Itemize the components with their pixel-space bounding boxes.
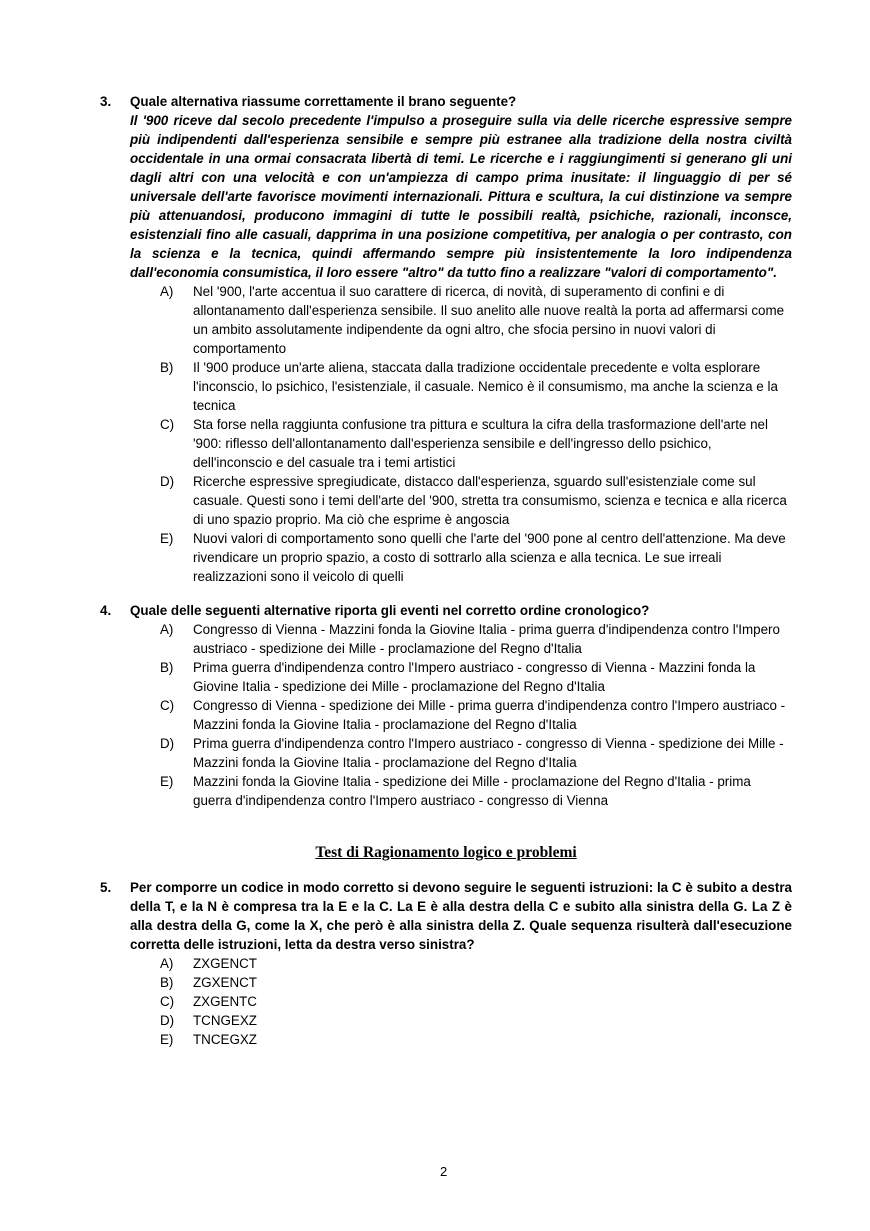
option-letter: C) <box>160 994 175 1009</box>
option-row <box>160 734 792 772</box>
option-text: ZGXENCT <box>193 975 257 990</box>
option-text: ZXGENTC <box>193 994 257 1009</box>
option-text: TCNGEXZ <box>193 1013 257 1028</box>
options-list <box>160 954 792 1049</box>
option-text: Congresso di Vienna - Mazzini fonda la Giovine Italia - prima guerra d'indipendenza contro l'Impero austriaco - spedizione dei Mille - proclamazione del Regno d'Italia <box>193 622 780 656</box>
options-list <box>160 282 792 586</box>
option-letter: E) <box>160 531 174 546</box>
option-letter: B) <box>160 660 174 675</box>
question-body <box>130 601 792 810</box>
question-body <box>130 92 792 586</box>
page-number: 2 <box>440 1164 448 1179</box>
question-number: 5. <box>100 880 112 895</box>
option-row <box>160 1011 792 1030</box>
option-text: Ricerche espressive spregiudicate, distacco dall'esperienza, sguardo sull'esistenziale come sul casuale. Questi sono i temi dell'arte del '900, stretta tra consumismo, scienza e tecnica e alla ricerca di uno spazio proprio. Ma ciò che esprime è angoscia <box>193 474 787 527</box>
option-letter: C) <box>160 417 175 432</box>
option-row <box>160 696 792 734</box>
option-row <box>160 358 792 415</box>
option-text: Prima guerra d'indipendenza contro l'Impero austriaco - congresso di Vienna - spedizione dei Mille - Mazzini fonda la Giovine Italia - proclamazione del Regno d'Italia <box>193 736 784 770</box>
option-row <box>160 282 792 358</box>
option-text: TNCEGXZ <box>193 1032 257 1047</box>
option-row <box>160 472 792 529</box>
question-number: 4. <box>100 603 112 618</box>
option-text: Mazzini fonda la Giovine Italia - spedizione dei Mille - proclamazione del Regno d'Italia - prima guerra d'indipendenza contro l'Impero austriaco - congresso di Vienna <box>193 774 751 808</box>
question-number: 3. <box>100 94 112 109</box>
question-title: Per comporre un codice in modo corretto si devono seguire le seguenti istruzioni: la C è subito a destra della T, e la N è compresa tra la E e la C. La E è alla destra della C e subito alla sinistra della G. La Z è alla destra della G, come la X, che però è alla sinistra della Z. Quale sequenza risulterà dall'esecuzione corretta delle istruzioni, letta da destra verso sinistra? <box>130 880 792 952</box>
question-passage: Il '900 riceve dal secolo precedente l'impulso a proseguire sulla via delle ricerche espressive sempre più indipendenti dall'esperienza sensibile e sempre più estranee alla tradizione della nostra civiltà occidentale in una ormai consacrata libertà di temi. Le ricerche e i raggiungimenti si generano gli uni dagli altri con una velocità e con un'ampiezza di campo prima inusitate: il linguaggio di per sé universale dell'arte favorisce movimenti internazionali. Pittura e scultura, la cui distinzione va sempre più attenuandosi, producono immagini di tutte le possibili realtà, psichiche, razionali, inconsce, esistenziali fino alle casuali, dapprima in una posizione competitiva, per analogia o per contrasto, con la scienza e la tecnica, quindi affermando sempre più insistentemente la loro indipendenza dall'economia consumistica, il loro essere "altro" da tutto fino a realizzare "valori di comportamento". <box>130 113 792 280</box>
option-letter: B) <box>160 975 174 990</box>
option-letter: E) <box>160 1032 174 1047</box>
section-heading: Test di Ragionamento logico e problemi <box>315 844 577 861</box>
question-body <box>130 878 792 1049</box>
option-letter: D) <box>160 1013 175 1028</box>
option-row <box>160 992 792 1011</box>
question-5 <box>100 878 792 1049</box>
option-row <box>160 973 792 992</box>
option-text: ZXGENCT <box>193 956 257 971</box>
option-row <box>160 529 792 586</box>
option-row <box>160 772 792 810</box>
option-letter: A) <box>160 284 174 299</box>
options-list <box>160 620 792 810</box>
question-4 <box>100 601 792 810</box>
option-letter: D) <box>160 474 175 489</box>
option-text: Sta forse nella raggiunta confusione tra pittura e scultura la cifra della trasformazione dell'arte nel '900: riflesso dell'allontanamento dall'esperienza sensibile e dell'ingresso dello psichico, dell'inconscio e del casuale tra i temi artistici <box>193 417 768 470</box>
option-letter: A) <box>160 622 174 637</box>
option-row <box>160 954 792 973</box>
option-text: Congresso di Vienna - spedizione dei Mille - prima guerra d'indipendenza contro l'Impero austriaco - Mazzini fonda la Giovine Italia - proclamazione del Regno d'Italia <box>193 698 786 732</box>
option-text: Nel '900, l'arte accentua il suo carattere di ricerca, di novità, di superamento di confini e di allontanamento dall'esperienza sensibile. Il suo anelito alle nuove realtà la porta ad affermarsi come un ambito assolutamente indipendente da ogni altro, che sfocia persino in nuovi valori di comportamento <box>193 284 785 356</box>
option-text: Il '900 produce un'arte aliena, staccata dalla tradizione occidentale precedente e volta esplorare l'inconscio, lo psichico, l'esistenziale, il casuale. Nemico è il consumismo, ma anche la scienza e la tecnica <box>193 360 778 413</box>
question-3 <box>100 92 792 586</box>
option-row <box>160 658 792 696</box>
option-letter: E) <box>160 774 174 789</box>
option-row <box>160 415 792 472</box>
option-text: Prima guerra d'indipendenza contro l'Impero austriaco - congresso di Vienna - Mazzini fonda la Giovine Italia - spedizione dei Mille - proclamazione del Regno d'Italia <box>193 660 756 694</box>
option-letter: A) <box>160 956 174 971</box>
option-letter: C) <box>160 698 175 713</box>
option-row <box>160 1030 792 1049</box>
option-row <box>160 620 792 658</box>
question-title: Quale delle seguenti alternative riporta gli eventi nel corretto ordine cronologico? <box>130 603 650 618</box>
question-title: Quale alternativa riassume correttamente il brano seguente? <box>130 94 517 109</box>
option-text: Nuovi valori di comportamento sono quelli che l'arte del '900 pone al centro dell'attenzione. Ma deve rivendicare un proprio spazio, a costo di sottrarlo alla scienza e alla tecnica. Le sue irreali realizzazioni sono il veicolo di quelli <box>193 531 786 584</box>
option-letter: D) <box>160 736 175 751</box>
option-letter: B) <box>160 360 174 375</box>
